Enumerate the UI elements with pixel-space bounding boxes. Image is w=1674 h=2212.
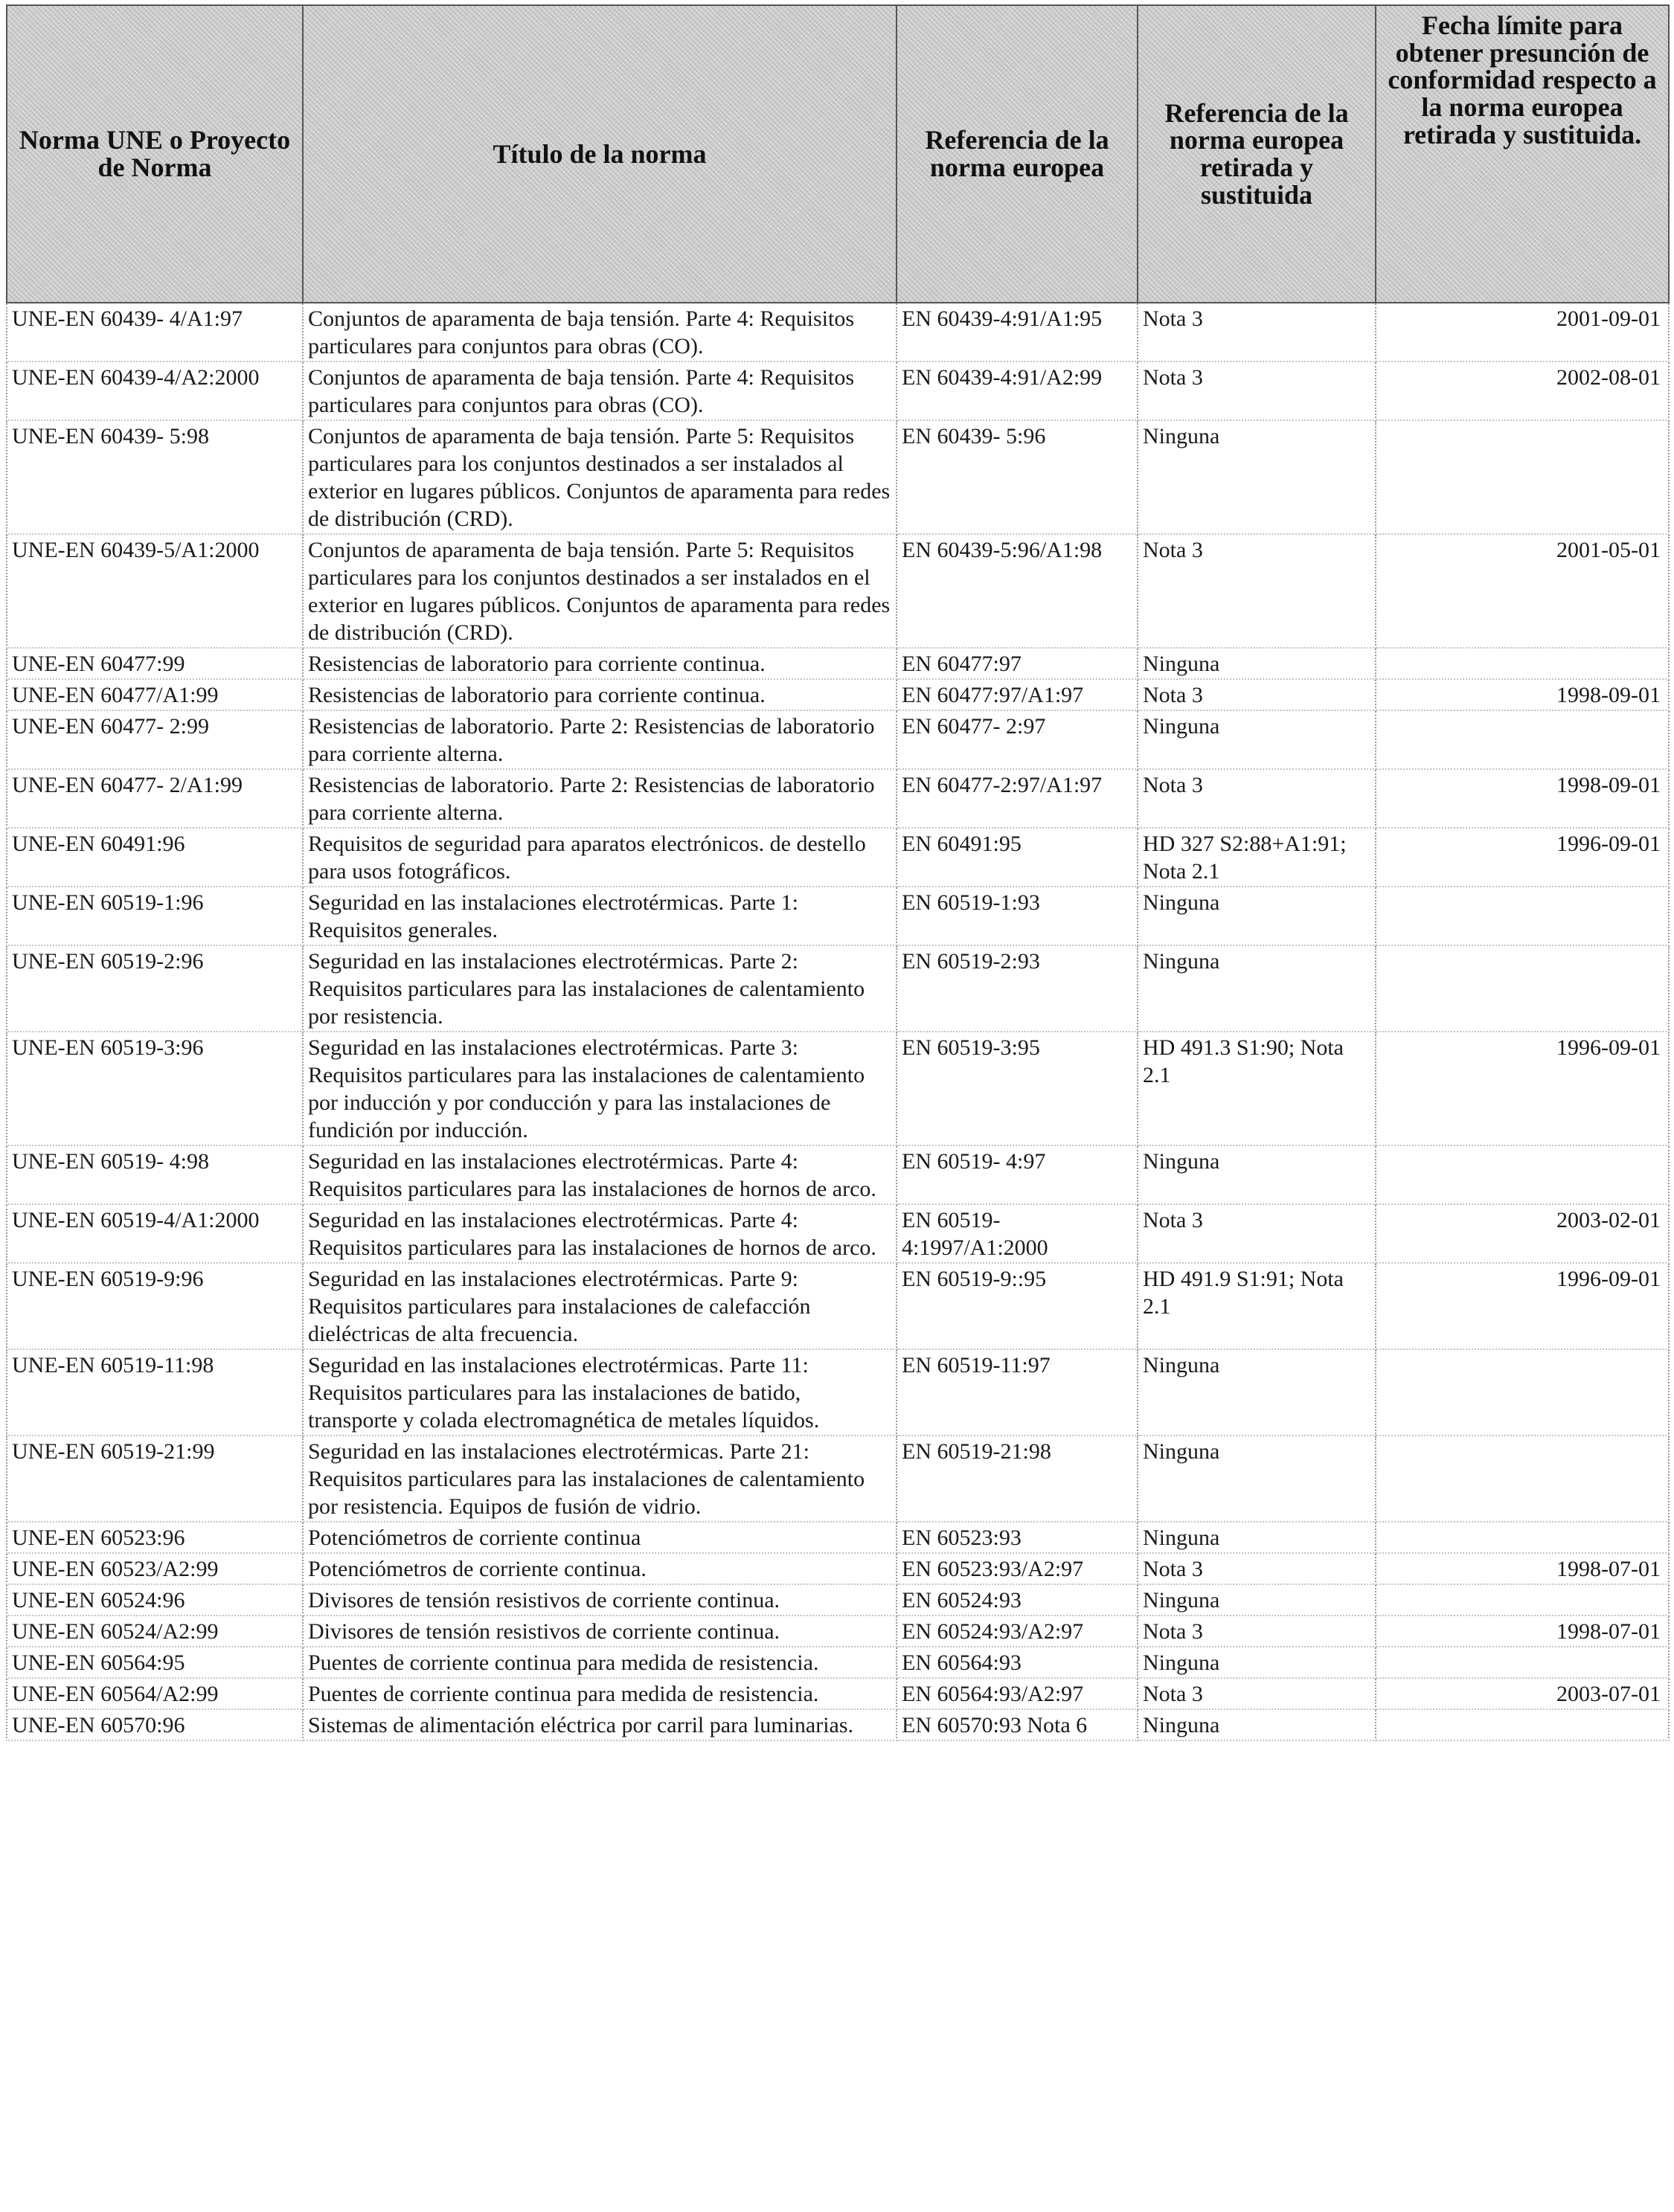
fecha-limite-cell <box>1376 945 1669 1032</box>
referencia-retirada-cell: Nota 3 <box>1138 679 1376 710</box>
referencia-europea-cell: EN 60491:95 <box>897 828 1138 887</box>
norma-une-cell: UNE-EN 60524/A2:99 <box>7 1615 303 1647</box>
table-row <box>7 1678 1669 1709</box>
titulo-cell: Resistencias de laboratorio para corriente continua. <box>303 679 897 710</box>
referencia-retirada-cell: Ninguna <box>1138 1435 1376 1522</box>
table-row <box>7 945 1669 1032</box>
table-row <box>7 1615 1669 1647</box>
norma-une-cell: UNE-EN 60477- 2/A1:99 <box>7 769 303 828</box>
titulo-cell: Conjuntos de aparamenta de baja tensión. Parte 4: Requisitos particulares para conjuntos para obras (CO). <box>303 361 897 420</box>
referencia-retirada-cell: HD 327 S2:88+A1:91; Nota 2.1 <box>1138 828 1376 887</box>
table-row <box>7 710 1669 769</box>
table-row <box>7 1145 1669 1204</box>
referencia-retirada-cell: HD 491.3 S1:90; Nota 2.1 <box>1138 1032 1376 1145</box>
fecha-limite-cell: 1998-07-01 <box>1376 1615 1669 1647</box>
fecha-limite-cell <box>1376 648 1669 679</box>
referencia-europea-cell: EN 60524:93 <box>897 1584 1138 1615</box>
table-row <box>7 303 1669 361</box>
norma-une-cell: UNE-EN 60519-4/A1:2000 <box>7 1204 303 1263</box>
referencia-europea-cell: EN 60564:93/A2:97 <box>897 1678 1138 1709</box>
referencia-europea-cell: EN 60519-4:1997/A1:2000 <box>897 1204 1138 1263</box>
referencia-europea-cell: EN 60439-4:91/A1:95 <box>897 303 1138 361</box>
table-row <box>7 1647 1669 1678</box>
titulo-cell: Resistencias de laboratorio. Parte 2: Resistencias de laboratorio para corriente alterna. <box>303 710 897 769</box>
table-row <box>7 1522 1669 1553</box>
norma-une-cell: UNE-EN 60519-21:99 <box>7 1435 303 1522</box>
header-referencia-europea: Referencia de la norma europea <box>897 5 1138 303</box>
standards-table <box>6 4 1670 1741</box>
referencia-retirada-cell: Nota 3 <box>1138 303 1376 361</box>
fecha-limite-cell <box>1376 420 1669 534</box>
referencia-europea-cell: EN 60477:97 <box>897 648 1138 679</box>
table-row <box>7 1709 1669 1740</box>
referencia-retirada-cell: Nota 3 <box>1138 769 1376 828</box>
titulo-cell: Potenciómetros de corriente continua <box>303 1522 897 1553</box>
table-row <box>7 1349 1669 1435</box>
titulo-cell: Sistemas de alimentación eléctrica por carril para luminarias. <box>303 1709 897 1740</box>
referencia-europea-cell: EN 60519-21:98 <box>897 1435 1138 1522</box>
referencia-europea-cell: EN 60564:93 <box>897 1647 1138 1678</box>
norma-une-cell: UNE-EN 60564/A2:99 <box>7 1678 303 1709</box>
referencia-retirada-cell: Nota 3 <box>1138 1615 1376 1647</box>
titulo-cell: Puentes de corriente continua para medida de resistencia. <box>303 1678 897 1709</box>
referencia-europea-cell: EN 60519-9::95 <box>897 1263 1138 1349</box>
titulo-cell: Resistencias de laboratorio. Parte 2: Resistencias de laboratorio para corriente alterna. <box>303 769 897 828</box>
fecha-limite-cell: 1996-09-01 <box>1376 828 1669 887</box>
norma-une-cell: UNE-EN 60439-5/A1:2000 <box>7 534 303 648</box>
norma-une-cell: UNE-EN 60519-1:96 <box>7 887 303 945</box>
fecha-limite-cell <box>1376 1647 1669 1678</box>
table-row <box>7 1263 1669 1349</box>
referencia-europea-cell: EN 60523:93 <box>897 1522 1138 1553</box>
titulo-cell: Seguridad en las instalaciones electrotérmicas. Parte 21: Requisitos particulares para las instalaciones de calentamiento por resistencia. Equipos de fusión de vidrio. <box>303 1435 897 1522</box>
titulo-cell: Requisitos de seguridad para aparatos electrónicos. de destello para usos fotográficos. <box>303 828 897 887</box>
referencia-europea-cell: EN 60524:93/A2:97 <box>897 1615 1138 1647</box>
table-row <box>7 534 1669 648</box>
table-header <box>7 5 1669 303</box>
referencia-europea-cell: EN 60519-1:93 <box>897 887 1138 945</box>
titulo-cell: Seguridad en las instalaciones electrotérmicas. Parte 3: Requisitos particulares para las instalaciones de calentamiento por inducción y por conducción y para las instalaciones de fundición por inducción. <box>303 1032 897 1145</box>
referencia-retirada-cell: Ninguna <box>1138 648 1376 679</box>
norma-une-cell: UNE-EN 60519- 4:98 <box>7 1145 303 1204</box>
table-row <box>7 1204 1669 1263</box>
table-row <box>7 1435 1669 1522</box>
referencia-europea-cell: EN 60523:93/A2:97 <box>897 1553 1138 1584</box>
header-referencia-retirada: Referencia de la norma europea retirada y sustituida <box>1138 5 1376 303</box>
table-row <box>7 769 1669 828</box>
table-row <box>7 420 1669 534</box>
norma-une-cell: UNE-EN 60564:95 <box>7 1647 303 1678</box>
referencia-retirada-cell: Nota 3 <box>1138 1678 1376 1709</box>
fecha-limite-cell: 1996-09-01 <box>1376 1032 1669 1145</box>
titulo-cell: Seguridad en las instalaciones electrotérmicas. Parte 1: Requisitos generales. <box>303 887 897 945</box>
fecha-limite-cell: 2001-05-01 <box>1376 534 1669 648</box>
fecha-limite-cell: 2001-09-01 <box>1376 303 1669 361</box>
table-row <box>7 648 1669 679</box>
norma-une-cell: UNE-EN 60519-9:96 <box>7 1263 303 1349</box>
fecha-limite-cell: 1998-09-01 <box>1376 769 1669 828</box>
norma-une-cell: UNE-EN 60523/A2:99 <box>7 1553 303 1584</box>
norma-une-cell: UNE-EN 60519-3:96 <box>7 1032 303 1145</box>
referencia-retirada-cell: Ninguna <box>1138 945 1376 1032</box>
norma-une-cell: UNE-EN 60439- 4/A1:97 <box>7 303 303 361</box>
titulo-cell: Divisores de tensión resistivos de corriente continua. <box>303 1615 897 1647</box>
header-fecha-limite: Fecha límite para obtener presunción de conformidad respecto a la norma europea retirada y sustituida. <box>1376 5 1669 303</box>
referencia-retirada-cell: Ninguna <box>1138 1349 1376 1435</box>
norma-une-cell: UNE-EN 60477:99 <box>7 648 303 679</box>
referencia-retirada-cell: HD 491.9 S1:91; Nota 2.1 <box>1138 1263 1376 1349</box>
titulo-cell: Potenciómetros de corriente continua. <box>303 1553 897 1584</box>
referencia-europea-cell: EN 60519- 4:97 <box>897 1145 1138 1204</box>
fecha-limite-cell: 1996-09-01 <box>1376 1263 1669 1349</box>
referencia-europea-cell: EN 60570:93 Nota 6 <box>897 1709 1138 1740</box>
titulo-cell: Puentes de corriente continua para medida de resistencia. <box>303 1647 897 1678</box>
referencia-europea-cell: EN 60439- 5:96 <box>897 420 1138 534</box>
fecha-limite-cell <box>1376 710 1669 769</box>
titulo-cell: Seguridad en las instalaciones electrotérmicas. Parte 9: Requisitos particulares para instalaciones de calefacción dieléctricas de alta frecuencia. <box>303 1263 897 1349</box>
titulo-cell: Conjuntos de aparamenta de baja tensión. Parte 5: Requisitos particulares para los conjuntos destinados a ser instalados en el exterior en lugares públicos. Conjuntos de aparamenta para redes de distribución (CRD). <box>303 534 897 648</box>
fecha-limite-cell <box>1376 1709 1669 1740</box>
titulo-cell: Seguridad en las instalaciones electrotérmicas. Parte 4: Requisitos particulares para las instalaciones de hornos de arco. <box>303 1204 897 1263</box>
header-norma-une: Norma UNE o Proyecto de Norma <box>7 5 303 303</box>
norma-une-cell: UNE-EN 60519-2:96 <box>7 945 303 1032</box>
titulo-cell: Seguridad en las instalaciones electrotérmicas. Parte 2: Requisitos particulares para las instalaciones de calentamiento por resistencia. <box>303 945 897 1032</box>
referencia-retirada-cell: Ninguna <box>1138 1584 1376 1615</box>
norma-une-cell: UNE-EN 60570:96 <box>7 1709 303 1740</box>
table-row <box>7 887 1669 945</box>
fecha-limite-cell: 1998-07-01 <box>1376 1553 1669 1584</box>
referencia-europea-cell: EN 60519-3:95 <box>897 1032 1138 1145</box>
referencia-retirada-cell: Ninguna <box>1138 1522 1376 1553</box>
referencia-europea-cell: EN 60477:97/A1:97 <box>897 679 1138 710</box>
fecha-limite-cell <box>1376 1584 1669 1615</box>
titulo-cell: Resistencias de laboratorio para corriente continua. <box>303 648 897 679</box>
titulo-cell: Seguridad en las instalaciones electrotérmicas. Parte 4: Requisitos particulares para las instalaciones de hornos de arco. <box>303 1145 897 1204</box>
referencia-retirada-cell: Nota 3 <box>1138 1204 1376 1263</box>
table-row <box>7 1553 1669 1584</box>
table-row <box>7 361 1669 420</box>
table-body <box>7 303 1669 1740</box>
titulo-cell: Divisores de tensión resistivos de corriente continua. <box>303 1584 897 1615</box>
table-row <box>7 1584 1669 1615</box>
referencia-europea-cell: EN 60439-5:96/A1:98 <box>897 534 1138 648</box>
fecha-limite-cell: 1998-09-01 <box>1376 679 1669 710</box>
referencia-retirada-cell: Nota 3 <box>1138 1553 1376 1584</box>
referencia-retirada-cell: Nota 3 <box>1138 361 1376 420</box>
norma-une-cell: UNE-EN 60477- 2:99 <box>7 710 303 769</box>
titulo-cell: Seguridad en las instalaciones electrotérmicas. Parte 11: Requisitos particulares para las instalaciones de batido, transporte y colada electromagnética de metales líquidos. <box>303 1349 897 1435</box>
titulo-cell: Conjuntos de aparamenta de baja tensión. Parte 4: Requisitos particulares para conjuntos para obras (CO). <box>303 303 897 361</box>
referencia-retirada-cell: Nota 3 <box>1138 534 1376 648</box>
referencia-europea-cell: EN 60477- 2:97 <box>897 710 1138 769</box>
norma-une-cell: UNE-EN 60523:96 <box>7 1522 303 1553</box>
referencia-europea-cell: EN 60519-11:97 <box>897 1349 1138 1435</box>
referencia-retirada-cell: Ninguna <box>1138 1145 1376 1204</box>
fecha-limite-cell <box>1376 1435 1669 1522</box>
referencia-europea-cell: EN 60519-2:93 <box>897 945 1138 1032</box>
referencia-retirada-cell: Ninguna <box>1138 887 1376 945</box>
norma-une-cell: UNE-EN 60519-11:98 <box>7 1349 303 1435</box>
titulo-cell: Conjuntos de aparamenta de baja tensión. Parte 5: Requisitos particulares para los conjuntos destinados a ser instalados al exterior en lugares públicos. Conjuntos de aparamenta para redes de distribución (CRD). <box>303 420 897 534</box>
table-row <box>7 1032 1669 1145</box>
norma-une-cell: UNE-EN 60524:96 <box>7 1584 303 1615</box>
table-row <box>7 679 1669 710</box>
fecha-limite-cell: 2003-02-01 <box>1376 1204 1669 1263</box>
norma-une-cell: UNE-EN 60491:96 <box>7 828 303 887</box>
norma-une-cell: UNE-EN 60439-4/A2:2000 <box>7 361 303 420</box>
fecha-limite-cell: 2003-07-01 <box>1376 1678 1669 1709</box>
referencia-retirada-cell: Ninguna <box>1138 420 1376 534</box>
fecha-limite-cell <box>1376 887 1669 945</box>
fecha-limite-cell: 2002-08-01 <box>1376 361 1669 420</box>
table-row <box>7 828 1669 887</box>
norma-une-cell: UNE-EN 60477/A1:99 <box>7 679 303 710</box>
fecha-limite-cell <box>1376 1522 1669 1553</box>
fecha-limite-cell <box>1376 1349 1669 1435</box>
referencia-retirada-cell: Ninguna <box>1138 1709 1376 1740</box>
referencia-retirada-cell: Ninguna <box>1138 710 1376 769</box>
referencia-europea-cell: EN 60439-4:91/A2:99 <box>897 361 1138 420</box>
referencia-retirada-cell: Ninguna <box>1138 1647 1376 1678</box>
norma-une-cell: UNE-EN 60439- 5:98 <box>7 420 303 534</box>
referencia-europea-cell: EN 60477-2:97/A1:97 <box>897 769 1138 828</box>
header-row <box>7 5 1669 303</box>
header-titulo: Título de la norma <box>303 5 897 303</box>
fecha-limite-cell <box>1376 1145 1669 1204</box>
